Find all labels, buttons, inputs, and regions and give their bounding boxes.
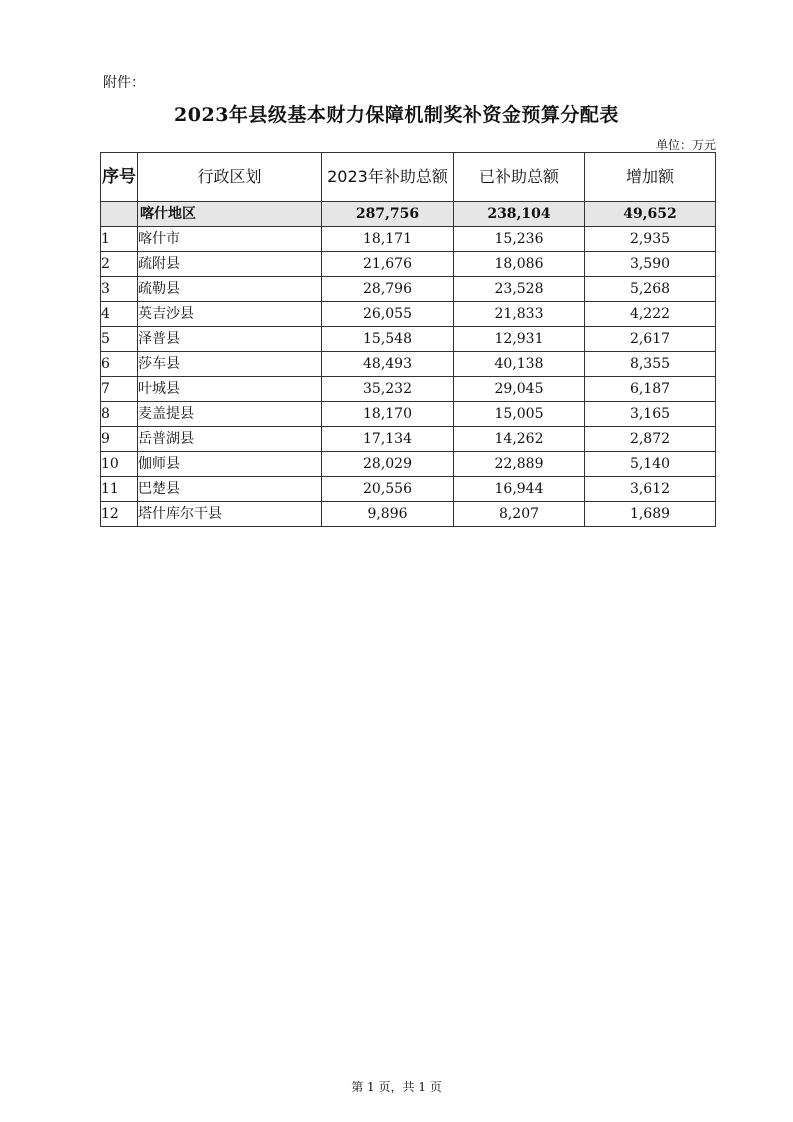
already-cell: 40,138: [454, 352, 585, 377]
total-2023-cell: 9,896: [322, 502, 454, 527]
region-cell: 莎车县: [138, 352, 322, 377]
increase-cell: 8,355: [585, 352, 716, 377]
region-cell: 麦盖提县: [138, 402, 322, 427]
table-row: [101, 502, 716, 527]
region-cell: 英吉沙县: [138, 302, 322, 327]
total-2023-cell: 18,171: [322, 227, 454, 252]
already-cell: 21,833: [454, 302, 585, 327]
seq-cell: 8: [101, 402, 138, 427]
seq-cell: 5: [101, 327, 138, 352]
seq-cell: 10: [101, 452, 138, 477]
total-row: [101, 202, 716, 227]
total-2023-cell: 48,493: [322, 352, 454, 377]
column-header-already: 已补助总额: [454, 153, 585, 202]
total-2023-cell: 17,134: [322, 427, 454, 452]
table-row: [101, 452, 716, 477]
region-cell: 伽师县: [138, 452, 322, 477]
already-cell: 8,207: [454, 502, 585, 527]
increase-cell: 5,268: [585, 277, 716, 302]
total-2023-cell: 28,796: [322, 277, 454, 302]
already-cell: 22,889: [454, 452, 585, 477]
table-row: [101, 302, 716, 327]
seq-cell: 4: [101, 302, 138, 327]
region-cell: 喀什市: [138, 227, 322, 252]
increase-cell: 4,222: [585, 302, 716, 327]
table-row: [101, 327, 716, 352]
already-cell: 29,045: [454, 377, 585, 402]
total-2023-cell: 26,055: [322, 302, 454, 327]
increase-cell: 2,617: [585, 327, 716, 352]
total-2023-cell: 21,676: [322, 252, 454, 277]
table-row: [101, 227, 716, 252]
column-header-region: 行政区划: [138, 153, 322, 202]
increase-cell: 5,140: [585, 452, 716, 477]
increase-cell: 1,689: [585, 502, 716, 527]
seq-cell: 6: [101, 352, 138, 377]
allocation-table: [100, 152, 716, 527]
already-cell: 18,086: [454, 252, 585, 277]
total-already-cell: 238,104: [454, 202, 585, 227]
already-cell: 15,005: [454, 402, 585, 427]
total-2023-cell: 15,548: [322, 327, 454, 352]
seq-cell: 11: [101, 477, 138, 502]
increase-cell: 6,187: [585, 377, 716, 402]
seq-cell: 3: [101, 277, 138, 302]
region-cell: 泽普县: [138, 327, 322, 352]
table-row: [101, 477, 716, 502]
page-title: 2023年县级基本财力保障机制奖补资金预算分配表: [174, 104, 619, 126]
region-cell: 塔什库尔干县: [138, 502, 322, 527]
seq-cell: 1: [101, 227, 138, 252]
total-2023-cell: 18,170: [322, 402, 454, 427]
increase-cell: 3,612: [585, 477, 716, 502]
total-increase-cell: 49,652: [585, 202, 716, 227]
seq-cell: 12: [101, 502, 138, 527]
increase-cell: 2,935: [585, 227, 716, 252]
total-name-cell: 喀什地区: [138, 202, 322, 227]
region-cell: 叶城县: [138, 377, 322, 402]
total-2023-cell: 35,232: [322, 377, 454, 402]
seq-cell: 9: [101, 427, 138, 452]
total-seq-cell: [101, 202, 138, 227]
seq-cell: 7: [101, 377, 138, 402]
unit-label: 单位：万元: [655, 138, 716, 152]
column-header-increase: 增加额: [585, 153, 716, 202]
seq-cell: 2: [101, 252, 138, 277]
region-cell: 巴楚县: [138, 477, 322, 502]
attachment-label: 附件：: [103, 75, 145, 91]
region-cell: 疏勒县: [138, 277, 322, 302]
already-cell: 14,262: [454, 427, 585, 452]
total-2023-cell: 287,756: [322, 202, 454, 227]
table-row: [101, 277, 716, 302]
page-footer: 第 1 页，共 1 页: [351, 1080, 442, 1094]
table-row: [101, 402, 716, 427]
table-row: [101, 427, 716, 452]
already-cell: 15,236: [454, 227, 585, 252]
total-2023-cell: 20,556: [322, 477, 454, 502]
already-cell: 12,931: [454, 327, 585, 352]
table-row: [101, 377, 716, 402]
already-cell: 16,944: [454, 477, 585, 502]
increase-cell: 2,872: [585, 427, 716, 452]
already-cell: 23,528: [454, 277, 585, 302]
table-row: [101, 252, 716, 277]
column-header-seq: 序号: [101, 153, 138, 202]
increase-cell: 3,165: [585, 402, 716, 427]
increase-cell: 3,590: [585, 252, 716, 277]
total-2023-cell: 28,029: [322, 452, 454, 477]
region-cell: 疏附县: [138, 252, 322, 277]
column-header-total-2023: 2023年补助总额: [322, 153, 454, 202]
region-cell: 岳普湖县: [138, 427, 322, 452]
table-header-row: [101, 153, 716, 202]
table-row: [101, 352, 716, 377]
